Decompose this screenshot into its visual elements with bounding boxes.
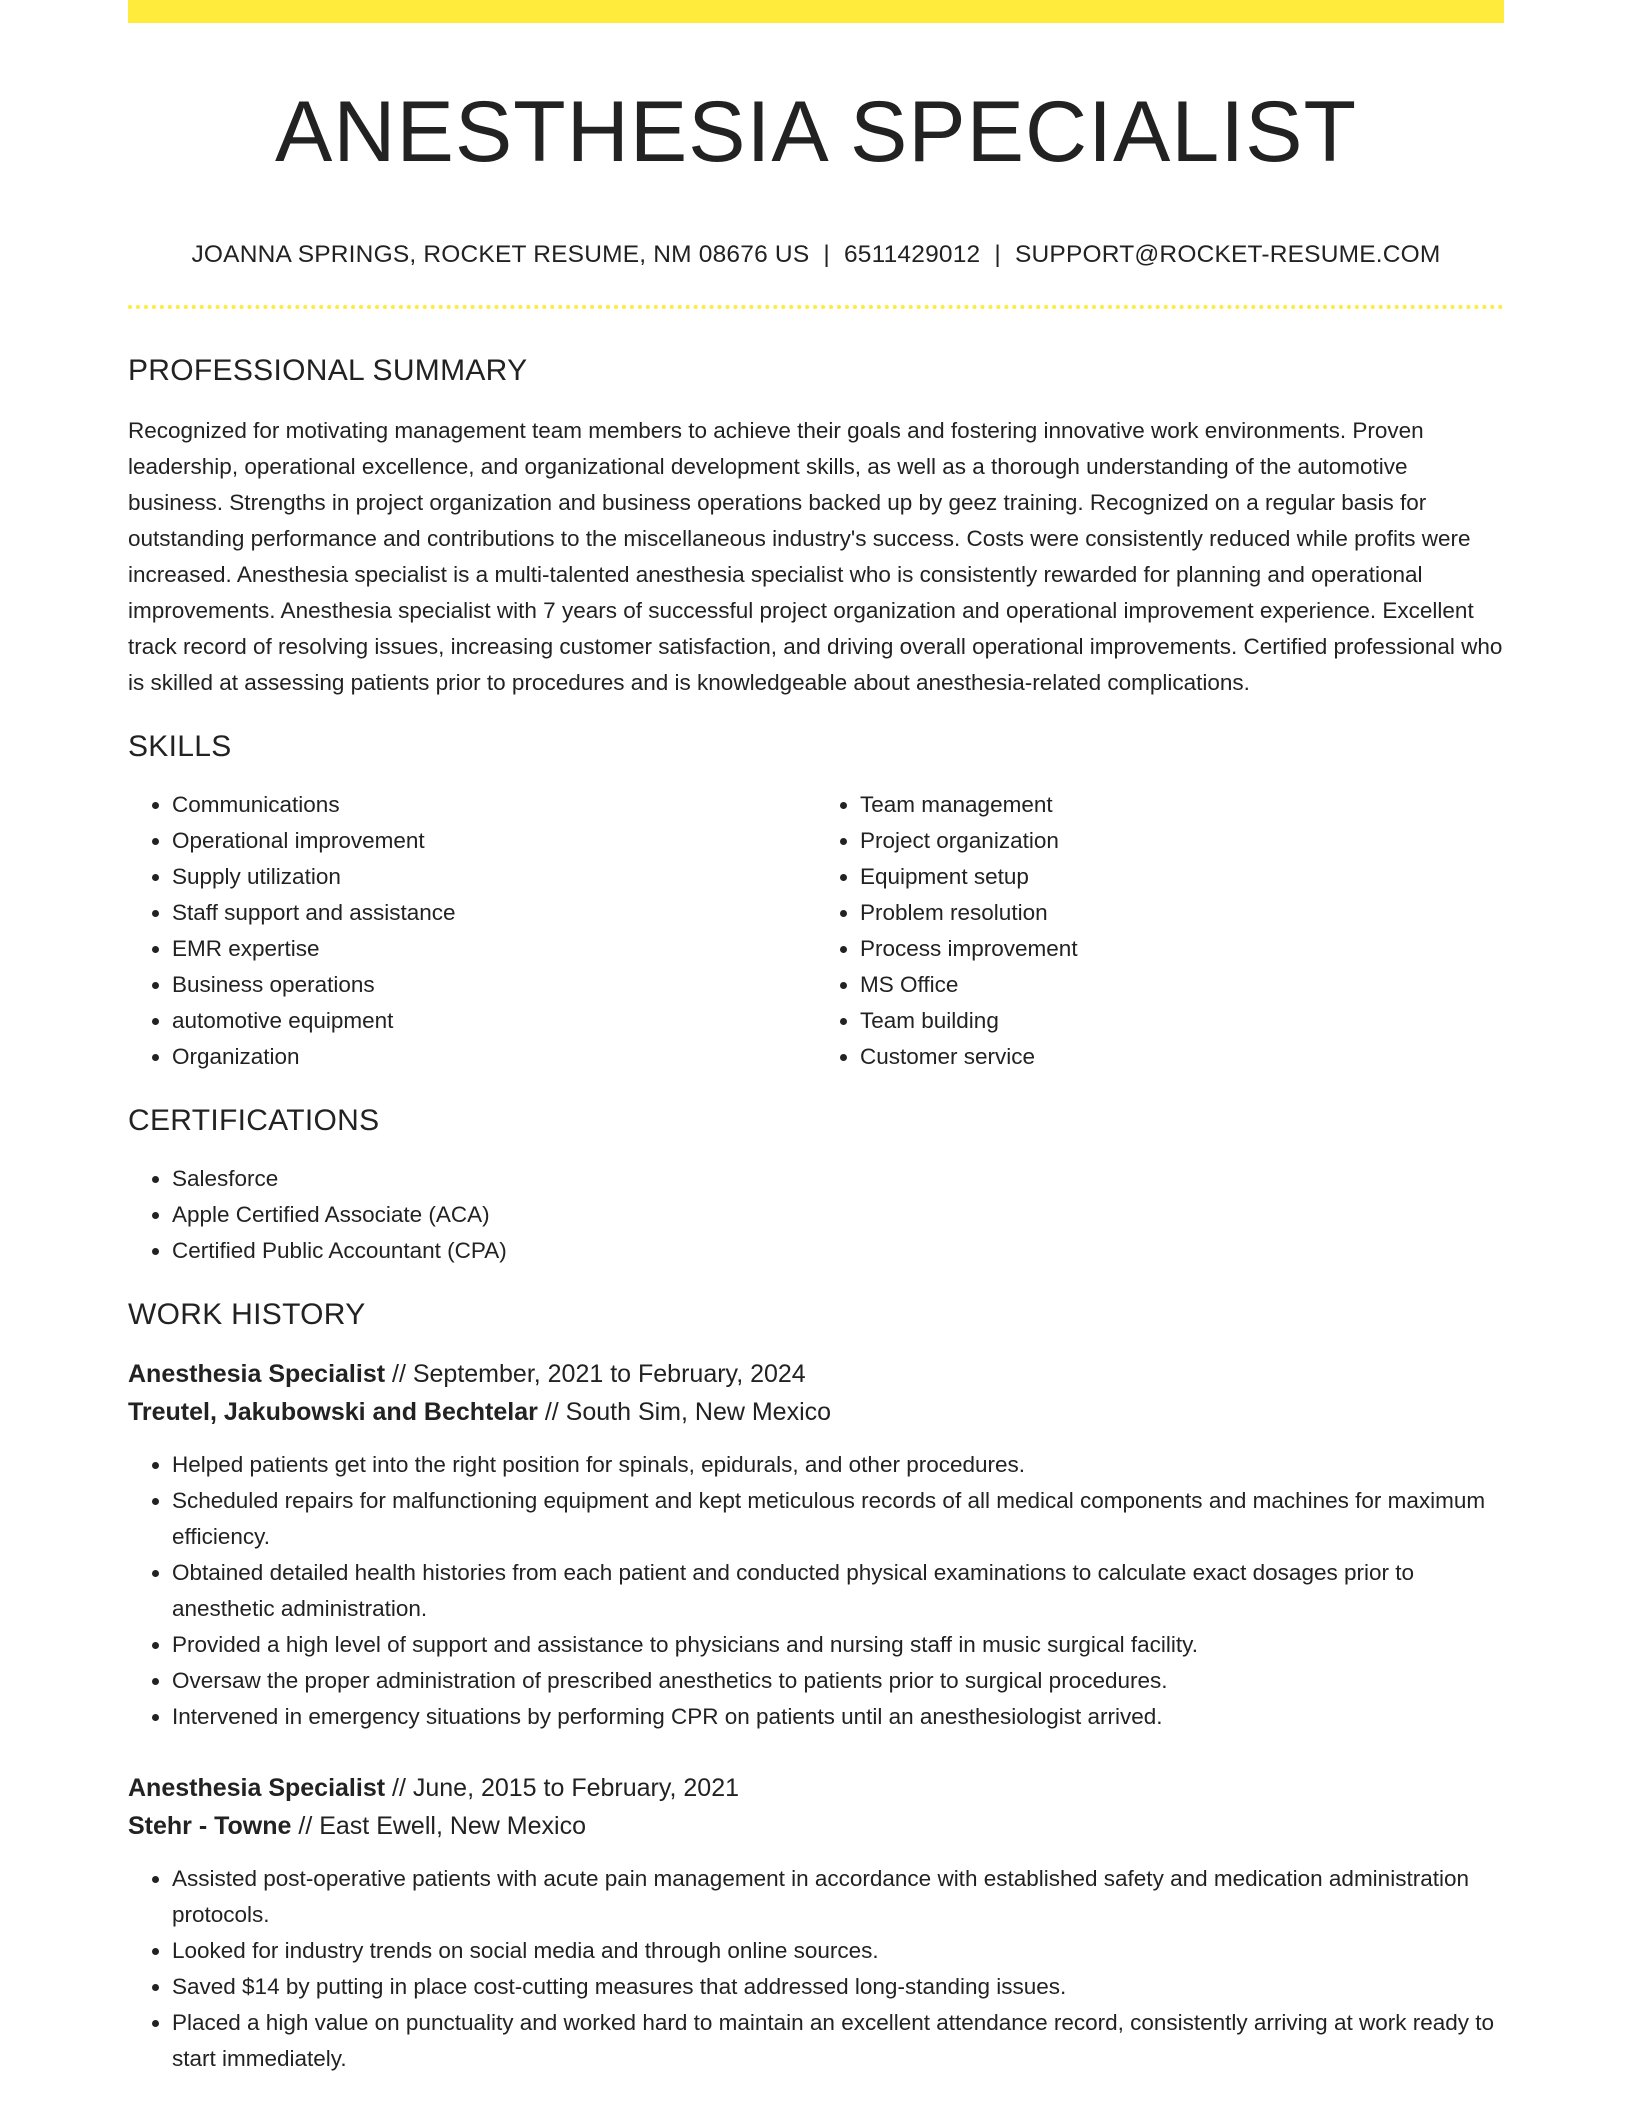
summary-heading: PROFESSIONAL SUMMARY bbox=[128, 353, 528, 387]
skill-item: • Operational improvement bbox=[172, 823, 816, 859]
job-company-line bbox=[128, 1807, 1504, 1845]
job-company: Stehr - Towne bbox=[128, 1811, 292, 1840]
dotted-divider bbox=[128, 305, 1504, 309]
skill-item: • Business operations bbox=[172, 967, 816, 1003]
job-dates: // June, 2015 to February, 2021 bbox=[392, 1773, 740, 1802]
job-bullet: • Helped patients get into the right position for spinals, epidurals, and other procedures. bbox=[172, 1447, 1504, 1483]
certification-item: • Apple Certified Associate (ACA) bbox=[172, 1197, 1504, 1233]
certifications-heading: CERTIFICATIONS bbox=[128, 1103, 380, 1137]
skill-item: • Organization bbox=[172, 1039, 816, 1075]
job-dates: // September, 2021 to February, 2024 bbox=[392, 1359, 806, 1388]
skill-item: • Staff support and assistance bbox=[172, 895, 816, 931]
skill-item: • Equipment setup bbox=[860, 859, 1504, 895]
job-bullet: • Oversaw the proper administration of prescribed anesthetics to patients prior to surgical procedures. bbox=[172, 1663, 1504, 1699]
job-bullet: • Obtained detailed health histories from each patient and conducted physical examinations to calculate exact dosages prior to anesthetic administration. bbox=[172, 1555, 1504, 1627]
skills-heading: SKILLS bbox=[128, 729, 232, 763]
skills-columns bbox=[128, 787, 1504, 1075]
job-location: // East Ewell, New Mexico bbox=[298, 1811, 586, 1840]
job-bullet: • Scheduled repairs for malfunctioning equipment and kept meticulous records of all medical components and machines for maximum efficiency. bbox=[172, 1483, 1504, 1555]
skill-item: • Project organization bbox=[860, 823, 1504, 859]
job-bullet: • Intervened in emergency situations by performing CPR on patients until an anesthesiologist arrived. bbox=[172, 1699, 1504, 1735]
resume-page bbox=[128, 0, 1504, 2077]
skills-list-left bbox=[128, 787, 816, 1075]
job-role: Anesthesia Specialist bbox=[128, 1773, 386, 1802]
job-bullets bbox=[128, 1447, 1504, 1735]
certification-item: • Certified Public Accountant (CPA) bbox=[172, 1233, 1504, 1269]
contact-address: JOANNA SPRINGS, ROCKET RESUME, NM 08676 US bbox=[191, 240, 810, 268]
skill-item: • Problem resolution bbox=[860, 895, 1504, 931]
skill-item: • EMR expertise bbox=[172, 931, 816, 967]
job-bullet: • Assisted post-operative patients with acute pain management in accordance with established safety and medication administration protocols. bbox=[172, 1861, 1504, 1933]
job-entry bbox=[128, 1355, 1504, 1735]
job-company: Treutel, Jakubowski and Bechtelar bbox=[128, 1397, 538, 1426]
skill-item: • Supply utilization bbox=[172, 859, 816, 895]
skill-item: • Communications bbox=[172, 787, 816, 823]
summary-text: Recognized for motivating management team members to achieve their goals and fostering innovative work environments. Proven leadership, operational excellence, and organizational development skills, as well as a thorough understanding of the automotive business. Strengths in project organization and business operations backed up by geez training. Recognized on a regular basis for outstanding performance and contributions to the miscellaneous industry's success. Costs were consistently reduced while profits were increased. Anesthesia specialist is a multi-talented anesthesia specialist who is consistently rewarded for planning and operational improvements. Anesthesia specialist with 7 years of successful project organization and operational improvement experience. Excellent track record of resolving issues, increasing customer satisfaction, and driving overall operational improvements. Certified professional who is skilled at assessing patients prior to procedures and is knowledgeable about anesthesia-related complications. bbox=[128, 417, 1503, 695]
job-company-line bbox=[128, 1393, 1504, 1431]
skill-item: • Team building bbox=[860, 1003, 1504, 1039]
certification-item: • Salesforce bbox=[172, 1161, 1504, 1197]
job-entry bbox=[128, 1769, 1504, 2077]
certifications-list bbox=[128, 1161, 1504, 1269]
contact-separator: | bbox=[823, 240, 830, 268]
job-bullet: • Placed a high value on punctuality and worked hard to maintain an excellent attendance record, consistently arriving at work ready to start immediately. bbox=[172, 2005, 1504, 2077]
job-bullet: • Saved $14 by putting in place cost-cutting measures that addressed long-standing issues. bbox=[172, 1969, 1504, 2005]
job-role-line bbox=[128, 1355, 1504, 1393]
job-bullet: • Looked for industry trends on social media and through online sources. bbox=[172, 1933, 1504, 1969]
accent-bar bbox=[128, 0, 1504, 23]
skill-item: • automotive equipment bbox=[172, 1003, 816, 1039]
work-history-heading: WORK HISTORY bbox=[128, 1297, 366, 1331]
job-role-line bbox=[128, 1769, 1504, 1807]
job-bullets bbox=[128, 1861, 1504, 2077]
contact-email: SUPPORT@ROCKET-RESUME.COM bbox=[1014, 240, 1441, 268]
skills-list-right bbox=[816, 787, 1504, 1075]
job-bullet: • Provided a high level of support and assistance to physicians and nursing staff in music surgical facility. bbox=[172, 1627, 1504, 1663]
skill-item: • Process improvement bbox=[860, 931, 1504, 967]
job-location: // South Sim, New Mexico bbox=[544, 1397, 832, 1426]
contact-line bbox=[128, 240, 1504, 269]
job-role: Anesthesia Specialist bbox=[128, 1359, 386, 1388]
contact-separator: | bbox=[994, 240, 1001, 268]
resume-title: ANESTHESIA SPECIALIST bbox=[274, 84, 1358, 180]
skill-item: • MS Office bbox=[860, 967, 1504, 1003]
skill-item: • Team management bbox=[860, 787, 1504, 823]
contact-phone: 6511429012 bbox=[843, 240, 981, 268]
skill-item: • Customer service bbox=[860, 1039, 1504, 1075]
